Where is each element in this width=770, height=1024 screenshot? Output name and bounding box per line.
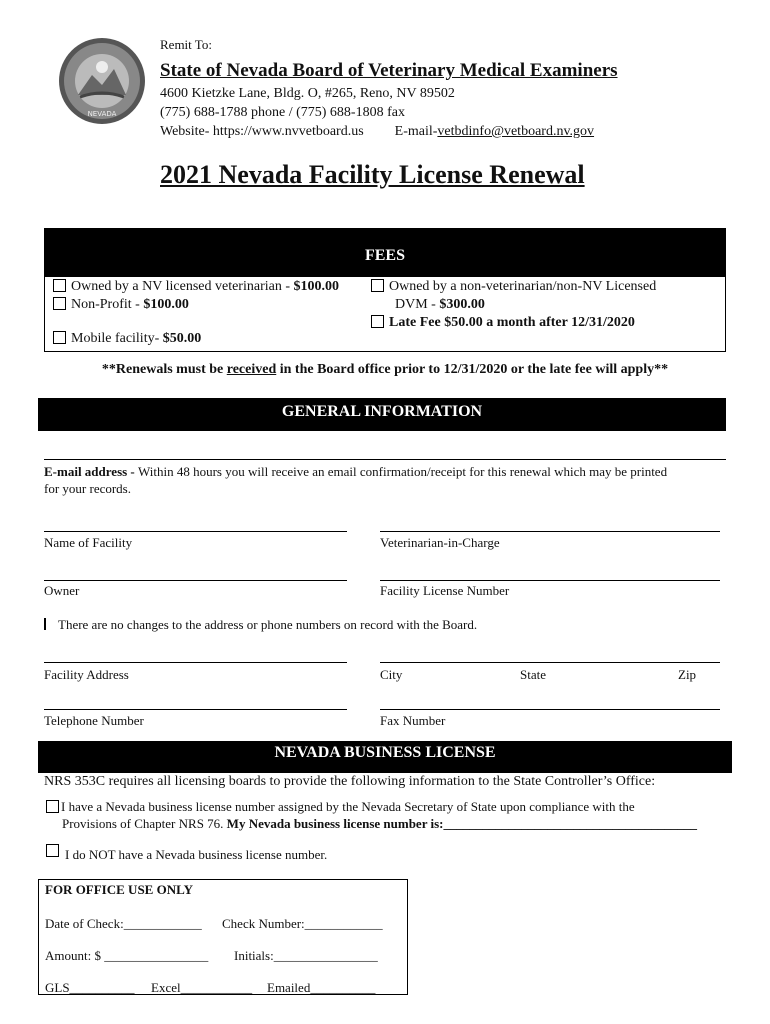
email-address-label: E-mail address - [44, 464, 139, 479]
fee-non-vet-dvm: DVM - [395, 297, 440, 312]
city-state-zip-line[interactable] [380, 662, 720, 663]
no-changes-option [44, 617, 477, 633]
no-changes-label: There are no changes to the address or phone numbers on record with the Board. [58, 617, 478, 632]
email-address-instructions [44, 463, 734, 497]
gls-field: GLS__________ [45, 980, 135, 995]
fees-heading: FEES [45, 229, 725, 277]
seal-text: NEVADA [87, 110, 117, 118]
email-prefix: E-mail- [394, 124, 438, 139]
board-website: Website- https://www.nvvetboard.us [160, 124, 364, 139]
no-license-label: I do NOT have a Nevada business license number. [65, 847, 328, 862]
has-business-license-option [46, 798, 697, 832]
fee-nv-vet-price: $100.00 [293, 279, 339, 294]
fee-option-mobile [53, 331, 201, 347]
has-license-line1: I have a Nevada business license number assigned by the Nevada Secretary of State upon compliance with the [61, 799, 635, 814]
nevada-state-seal [58, 37, 146, 125]
facility-license-number-label: Facility License Number [380, 583, 510, 598]
fee-nonprofit-price: $100.00 [143, 297, 189, 312]
office-use-box [38, 879, 408, 995]
telephone-label: Telephone Number [44, 713, 144, 728]
has-license-line2: Provisions of Chapter NRS 76. [62, 816, 227, 831]
board-address: 4600 Kietzke Lane, Bldg. O, #265, Reno, NV 89502 [160, 86, 455, 101]
fee-mobile-label: Mobile facility- [71, 331, 163, 346]
fee-nv-vet-label: Owned by a NV licensed veterinarian - [71, 279, 294, 294]
emailed-field: Emailed__________ [267, 980, 376, 995]
zip-label: Zip [678, 667, 697, 682]
business-license-heading: NEVADA BUSINESS LICENSE [38, 741, 732, 773]
fee-non-vet-checkbox[interactable] [371, 279, 384, 292]
fee-option-nv-vet [53, 279, 339, 295]
notice-suffix: in the Board office prior to 12/31/2020 or the late fee will apply** [276, 362, 669, 377]
fee-non-vet-price: $300.00 [439, 297, 485, 312]
renewal-deadline-notice [0, 362, 770, 378]
board-email-link[interactable]: vetbdinfo@vetboard.nv.gov [437, 124, 595, 139]
facility-name-line[interactable] [44, 531, 347, 532]
name-of-facility-label: Name of Facility [44, 535, 133, 550]
page-title: 2021 Nevada Facility License Renewal [160, 160, 585, 189]
owner-label: Owner [44, 583, 80, 598]
fee-late-checkbox[interactable] [371, 315, 384, 328]
notice-emphasis: received [226, 362, 277, 377]
fax-label: Fax Number [380, 713, 446, 728]
fee-late-label: Late Fee $50.00 a month after 12/31/2020 [389, 315, 635, 330]
general-info-heading: GENERAL INFORMATION [38, 398, 726, 431]
city-label: City [380, 667, 403, 682]
telephone-line[interactable] [44, 709, 347, 710]
fee-nv-vet-checkbox[interactable] [53, 279, 66, 292]
fax-line[interactable] [380, 709, 720, 710]
owner-line[interactable] [44, 580, 347, 581]
fee-nonprofit-checkbox[interactable] [53, 297, 66, 310]
board-phone-fax: (775) 688-1788 phone / (775) 688-1808 fax [160, 105, 405, 120]
amount-field: Amount: $ ________________ [45, 948, 209, 963]
excel-field: Excel___________ [151, 980, 253, 995]
fee-option-non-vet [371, 279, 656, 295]
no-business-license-option [46, 844, 327, 863]
fees-section [44, 228, 726, 352]
facility-address-line[interactable] [44, 662, 347, 663]
vet-in-charge-line[interactable] [380, 531, 720, 532]
has-license-number-prompt[interactable]: My Nevada business license number is:_______________________________________ [226, 816, 697, 831]
state-label: State [520, 667, 546, 682]
remit-to-label: Remit To: [160, 37, 212, 52]
office-use-heading: FOR OFFICE USE ONLY [45, 882, 193, 897]
facility-address-label: Facility Address [44, 667, 129, 682]
fee-option-late [371, 315, 635, 331]
has-license-checkbox[interactable] [46, 800, 59, 813]
facility-license-number-line[interactable] [380, 580, 720, 581]
check-number-field: Check Number:____________ [222, 916, 383, 931]
initials-field: Initials:________________ [234, 948, 378, 963]
fee-nonprofit-label: Non-Profit - [71, 297, 144, 312]
board-contact-line [160, 124, 594, 140]
email-address-desc2: for your records. [44, 481, 131, 496]
no-license-checkbox[interactable] [46, 844, 59, 857]
notice-prefix: **Renewals must be [101, 362, 227, 377]
no-changes-checkbox-icon[interactable] [44, 618, 46, 630]
email-field-line[interactable] [44, 459, 726, 460]
fee-non-vet-label: Owned by a non-veterinarian/non-NV Licensed [389, 279, 657, 294]
date-of-check-field: Date of Check:____________ [45, 916, 202, 931]
fee-option-nonprofit [53, 297, 189, 313]
email-address-desc: Within 48 hours you will receive an email confirmation/receipt for this renewal which may be printed [138, 464, 668, 479]
vet-in-charge-label: Veterinarian-in-Charge [380, 535, 500, 550]
fee-non-vet-line2 [395, 297, 485, 313]
fee-mobile-checkbox[interactable] [53, 331, 66, 344]
board-name: State of Nevada Board of Veterinary Medical Examiners [160, 60, 618, 81]
nrs-requirement: NRS 353C requires all licensing boards to provide the following information to the State Controller’s Office: [44, 774, 656, 789]
fee-mobile-price: $50.00 [162, 331, 202, 346]
